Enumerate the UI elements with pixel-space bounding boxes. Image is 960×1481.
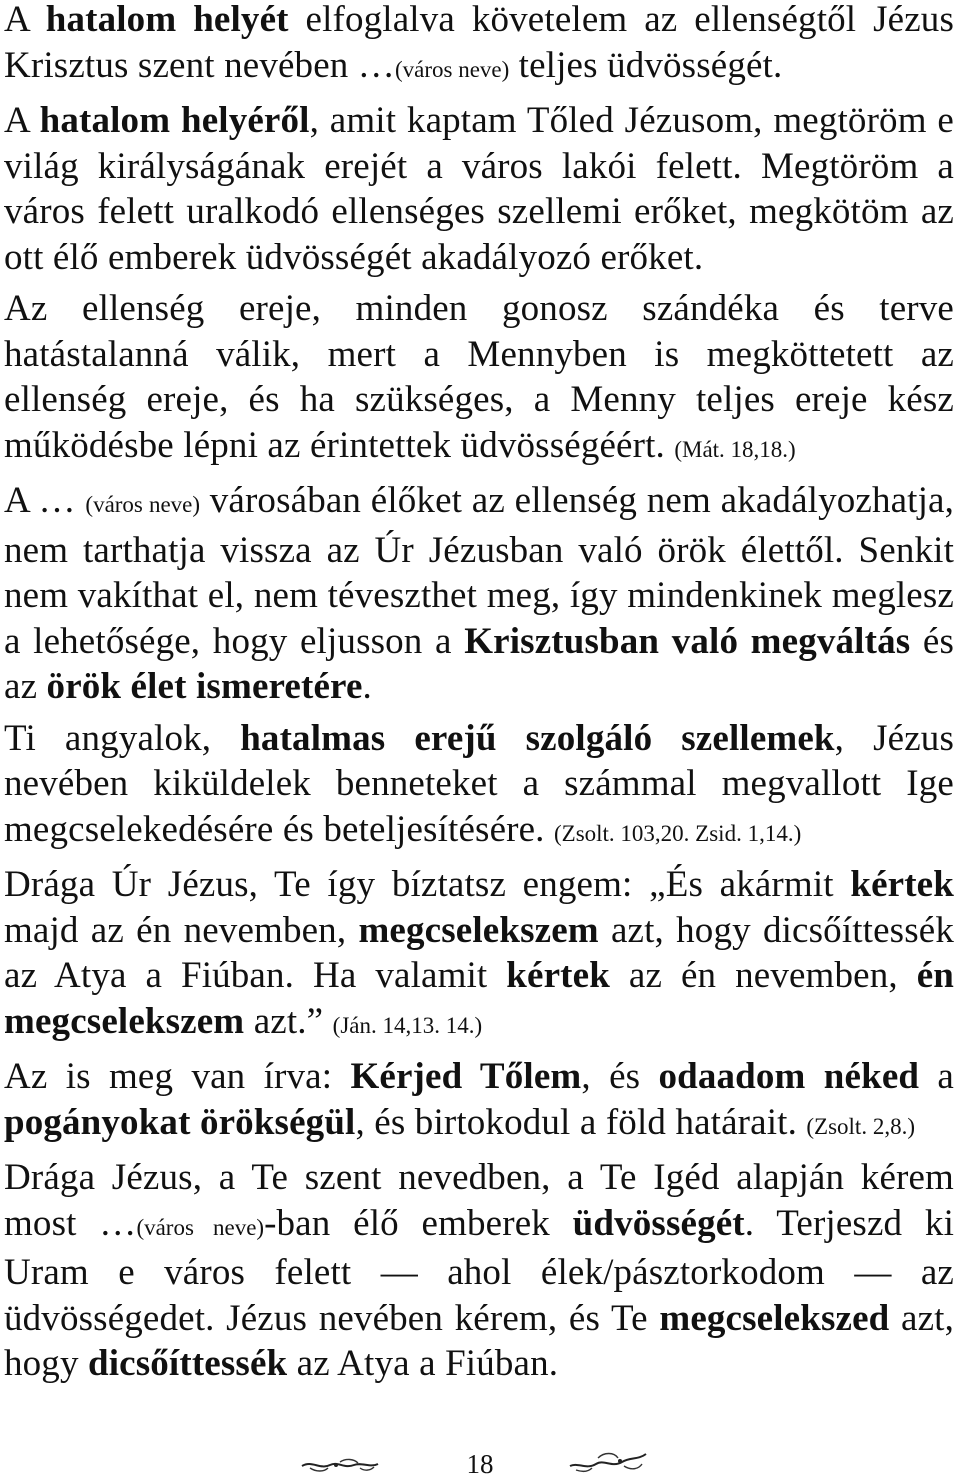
paragraph (4, 98, 954, 280)
paragraph (4, 0, 954, 92)
reference-text: (Zsolt. 2,8.) (806, 1113, 915, 1139)
text-run: Ti angyalok, (4, 717, 241, 759)
text-run: A (4, 100, 40, 141)
text-run: Az is meg van írva: (4, 1056, 351, 1097)
bold-text: megcselekszem (358, 909, 599, 951)
reference-text: (Zsolt. 103,20. Zsid. 1,14.) (553, 820, 802, 846)
reference-text: (Ján. 14,13. 14.) (332, 1012, 483, 1038)
flourish-right-icon (568, 1450, 648, 1474)
paragraph (4, 862, 954, 1048)
bold-text: hatalmas erejű szolgáló szellemek (240, 717, 835, 759)
bold-text: pogányokat örökségül (4, 1101, 356, 1143)
bold-text: kértek (850, 864, 954, 905)
paragraph (4, 716, 954, 857)
text-run: teljes üdvösségét. (509, 44, 783, 86)
text-run: és az (4, 620, 954, 707)
text-run: Az ellenség ereje, minden gonosz szándéka és terve hatástalanná válik, mert a Mennyben is megköttetett az ellenség ereje, és ha szükséges, a Menny teljes ereje kész működésbe lépni az érintettek üdvösségéért. (4, 288, 954, 466)
text-run: azt, hogy dicsőíttessék az Atya a Fiúban. Ha valamit (4, 909, 954, 996)
reference-text: (város neve) (85, 492, 201, 517)
bold-text: Kérjed Tőlem (350, 1056, 582, 1097)
text-run: , és (581, 1056, 659, 1097)
bold-text: üdvösségét (572, 1202, 745, 1244)
bold-text: Krisztusban való megváltás (464, 620, 911, 662)
text-run: A (4, 0, 46, 40)
text-run: városában élőket az ellenség nem akadályozhatja, nem tarthatja vissza az Úr Jézusban való örök élettől. Senkit nem vakíthat el, nem téveszthet meg, így mindenkinek meglesz a lehetősége, hogy eljusson a (4, 480, 955, 662)
bold-text: dicsőíttessék (88, 1343, 288, 1384)
page-footer (0, 1440, 960, 1481)
document-body (4, 0, 954, 1387)
text-run: . (362, 666, 372, 707)
paragraph (4, 1155, 954, 1387)
text-run: -ban élő emberek (264, 1202, 573, 1244)
text-run: a (919, 1056, 955, 1097)
text-run: elfoglalva követelem az ellenségtől Jézus Krisztus szent nevében … (4, 0, 955, 86)
text-run: Drága Jézus, a Te szent nevedben, a Te Igéd alapján kérem most … (4, 1157, 954, 1244)
reference-text: (Mát. 18,18.) (674, 436, 796, 462)
text-run: , Jézus nevében kiküldelek benneteket a számmal megvallott Ige megcselekedésére és beteljesítésére. (4, 717, 955, 850)
text-run: azt, hogy (4, 1297, 954, 1384)
bold-text: megcselekszed (659, 1297, 890, 1339)
text-run: azt.” (244, 1000, 333, 1042)
text-run: , és birtokodul a föld határait. (355, 1101, 807, 1143)
bold-text: hatalom helyéről (39, 100, 310, 141)
reference-text: (város neve) (136, 1214, 265, 1240)
text-run: az Atya a Fiúban. (287, 1343, 559, 1384)
text-run: majd az én nevemben, (4, 909, 359, 951)
reference-text: (város neve) (394, 56, 510, 82)
bold-text: örök élet ismeretére (46, 666, 363, 707)
text-run: Drága Úr Jézus, Te így bíztatsz engem: „És akármit (4, 864, 851, 905)
paragraph (4, 1054, 954, 1149)
bold-text: én megcselekszem (4, 955, 954, 1042)
text-run: az én nevemben, (609, 955, 917, 996)
text-run: , amit kaptam Tőled Jézusom, megtöröm e világ királyságának erejét a város lakói felett. Megtöröm a város felett uralkodó ellenséges szellemi erőket, megkötöm az ott élő emberek üdvösségét akadályozó erőket. (4, 100, 954, 278)
text-run: A … (4, 480, 86, 521)
flourish-left-icon (300, 1456, 380, 1474)
page-number: 18 (466, 1449, 494, 1479)
paragraph (4, 478, 954, 710)
bold-text: hatalom helyét (45, 0, 289, 40)
paragraph (4, 286, 954, 472)
bold-text: kértek (506, 955, 610, 996)
text-run: . Terjeszd ki Uram e város felett — ahol élek/pásztorkodom — az üdvösségedet. Jézus nevében kérem, és Te (4, 1202, 954, 1339)
bold-text: odaadom néked (658, 1056, 920, 1097)
